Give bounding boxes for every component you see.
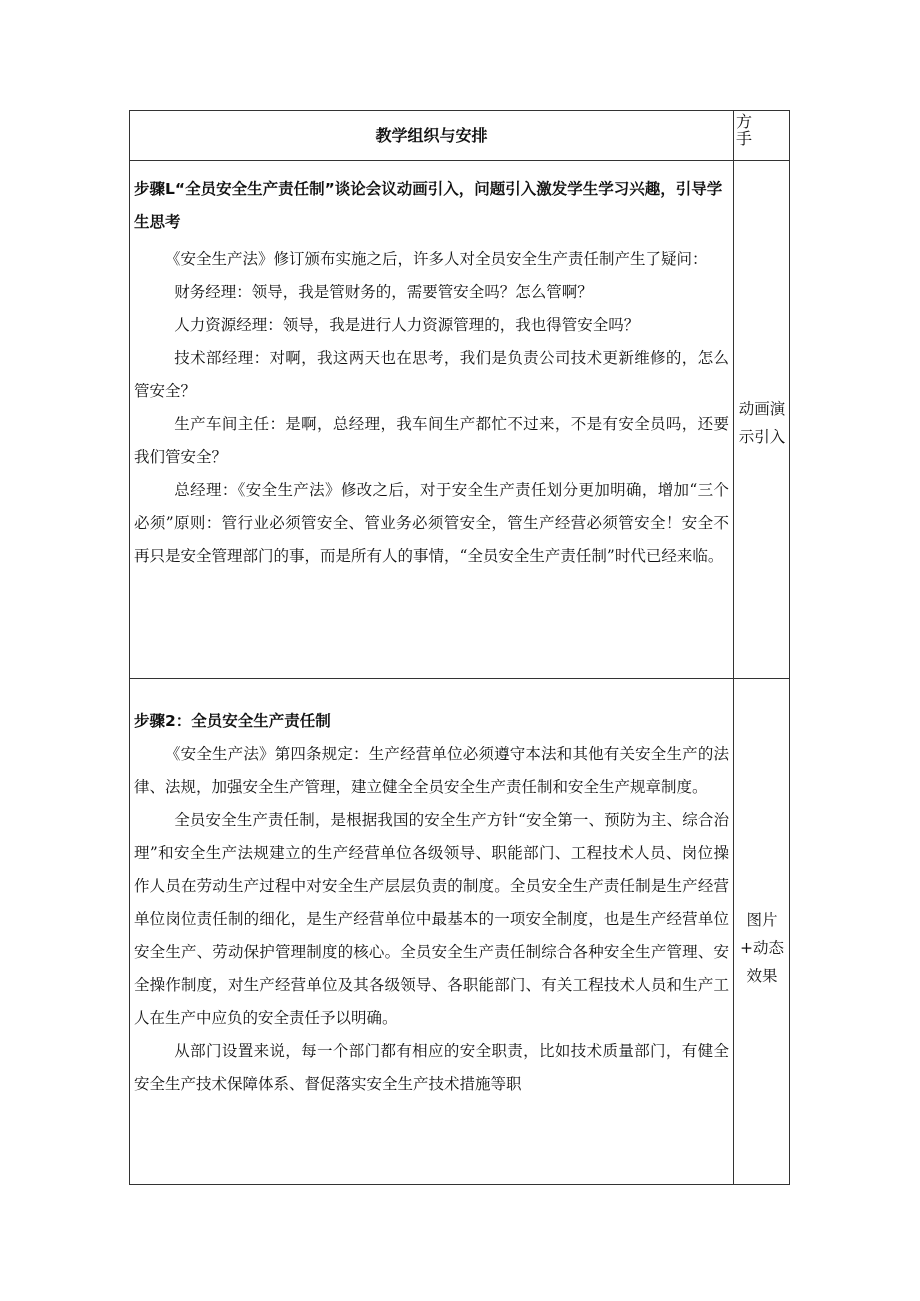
step2-paragraph: 《安全生产法》第四条规定：生产经营单位必须遵守本法和其他有关安全生产的法律、法规，加强安全生产管理，建立健全全员安全生产责任制和安全生产规章制度。 [134,745,729,796]
step2-heading: 步骤2：全员安全生产责任制 [134,712,331,730]
step1-dialogue: 总经理：《安全生产法》修改之后，对于安全生产责任划分更加明确，增加“三个必须”原则：管行业必须管安全、管业务必须管安全，管生产经营必须管安全！安全不再只是安全管理部门的事，而是所有人的事情，“全员安全生产责任制”时代已经来临。 [134,481,729,565]
lesson-plan-table [129,110,790,1185]
step2-paragraph: 全员安全生产责任制，是根据我国的安全生产方针“安全第一、预防为主、综合治理”和安全生产法规建立的生产经营单位各级领导、职能部门、工程技术人员、岗位操作人员在劳动生产过程中对安全生产层层负责的制度。全员安全生产责任制是生产经营单位岗位责任制的细化，是生产经营单位中最基本的一项安全制度，也是生产经营单位安全生产、劳动保护管理制度的核心。全员安全生产责任制综合各种安全生产管理、安全操作制度，对生产经营单位及其各级领导、各职能部门、有关工程技术人员和生产工人在生产中应负的安全责任予以明确。 [134,811,729,1027]
step1-heading: 步骤L“全员安全生产责任制”谈论会议动画引入，问题引入激发学生学习兴趣，引导学生思考 [134,180,723,231]
step1-method: 动画演示引入 [738,400,786,446]
header-method-label: 方手 [736,112,753,148]
step1-dialogue: 技术部经理：对啊，我这两天也在思考，我们是负责公司技术更新维修的，怎么管安全？ [134,349,729,400]
step2-method: 图片+动态效果 [740,911,784,985]
step1-paragraph: 《安全生产法》修订颁布实施之后，许多人对全员安全生产责任制产生了疑问： [165,250,708,268]
step1-content [134,173,729,573]
row-divider-header [130,160,789,161]
step1-dialogue: 人力资源经理：领导，我是进行人力资源管理的，我也得管安全吗？ [174,316,640,334]
step2-paragraph: 从部门设置来说，每一个部门都有相应的安全职责，比如技术质量部门，有健全安全生产技术保障体系、督促落实安全生产技术措施等职 [134,1042,729,1093]
header-method [734,111,790,160]
step1-dialogue: 生产车间主任：是啊，总经理，我车间生产都忙不过来，不是有安全员吗，还要我们管安全？ [134,415,729,466]
row-divider-step1 [130,678,789,679]
step2-content [134,705,729,1101]
step1-dialogue: 财务经理：领导，我是管财务的，需要管安全吗？怎么管啊？ [174,283,593,301]
column-divider [733,111,734,1184]
header-title: 教学组织与安排 [375,126,488,145]
